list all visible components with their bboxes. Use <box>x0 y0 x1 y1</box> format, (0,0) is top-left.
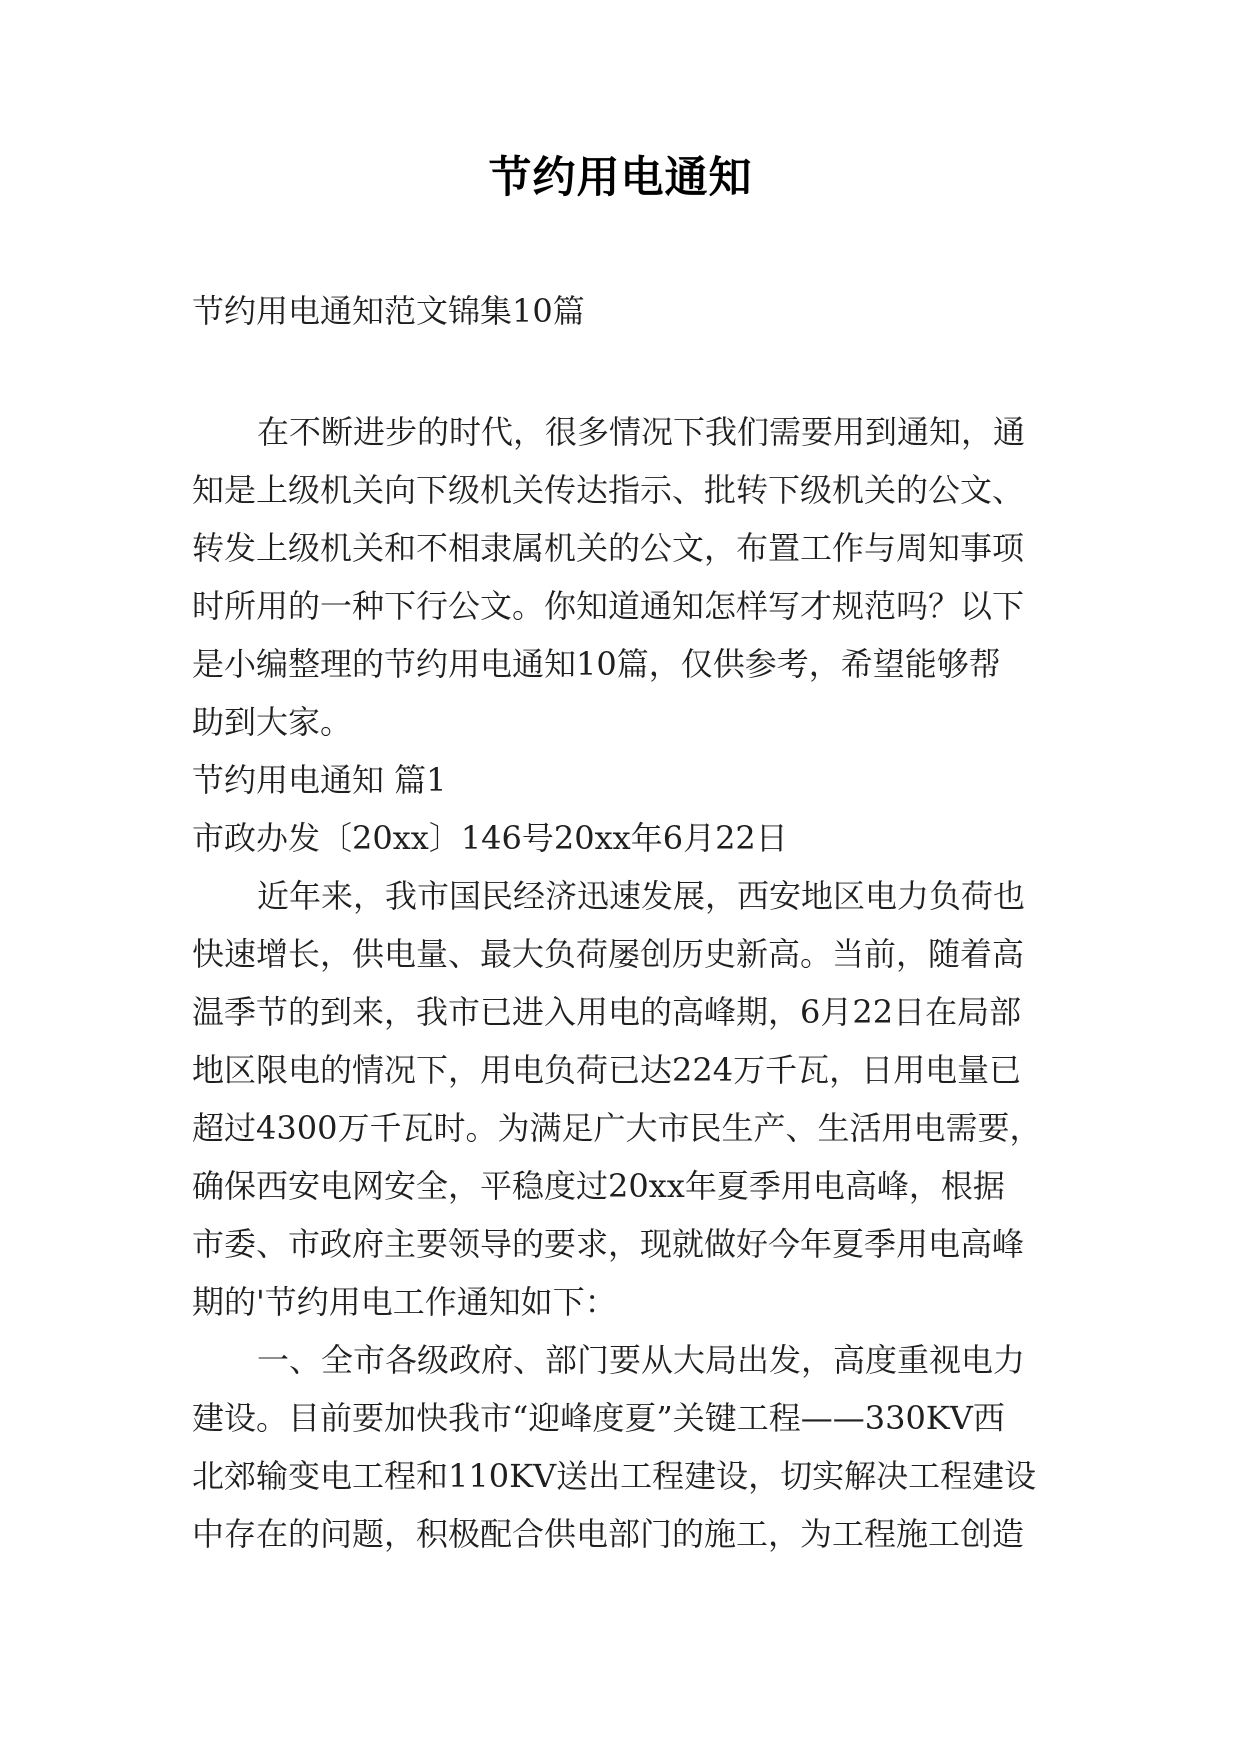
paragraph-line: 地区限电的情况下，用电负荷已达224万千瓦，日用电量已 <box>192 1051 1022 1089</box>
paragraph-line: 确保西安电网安全，平稳度过20xx年夏季用电高峰，根据 <box>192 1167 1005 1205</box>
paragraph-line: 一、全市各级政府、部门要从大局出发，高度重视电力 <box>257 1341 1026 1379</box>
document-subtitle: 节约用电通知范文锦集10篇 <box>192 292 585 330</box>
intro-line: 知是上级机关向下级机关传达指示、批转下级机关的公文、 <box>192 471 1025 509</box>
document-title: 节约用电通知 <box>488 153 753 203</box>
document-number: 市政办发〔20xx〕146号20xx年6月22日 <box>192 819 788 857</box>
paragraph-line: 温季节的到来，我市已进入用电的高峰期，6月22日在局部 <box>192 993 1022 1031</box>
paragraph-line: 中存在的问题，积极配合供电部门的施工，为工程施工创造 <box>192 1515 1025 1553</box>
intro-line: 是小编整理的节约用电通知10篇，仅供参考，希望能够帮 <box>192 645 1001 683</box>
intro-line: 转发上级机关和不相隶属机关的公文，布置工作与周知事项 <box>192 529 1025 567</box>
paragraph-line: 建设。目前要加快我市“迎峰度夏”关键工程——330KV西 <box>192 1399 1005 1437</box>
paragraph-line: 近年来，我市国民经济迅速发展，西安地区电力负荷也 <box>257 877 1026 915</box>
paragraph-line: 超过4300万千瓦时。为满足广大市民生产、生活用电需要， <box>192 1109 1042 1147</box>
intro-line: 时所用的一种下行公文。你知道通知怎样写才规范吗？以下 <box>192 587 1025 625</box>
intro-line: 在不断进步的时代，很多情况下我们需要用到通知，通 <box>257 413 1026 451</box>
paragraph-line: 快速增长，供电量、最大负荷屡创历史新高。当前，随着高 <box>192 935 1025 973</box>
document-body <box>192 282 1072 1563</box>
intro-line: 助到大家。 <box>192 703 353 741</box>
paragraph-line: 市委、市政府主要领导的要求，现就做好今年夏季用电高峰 <box>192 1225 1025 1263</box>
paragraph-line: 期的'节约用电工作通知如下： <box>192 1283 617 1321</box>
paragraph-line: 北郊输变电工程和110KV送出工程建设，切实解决工程建设 <box>192 1457 1037 1495</box>
spacer <box>192 340 1072 403</box>
section-heading: 节约用电通知 篇1 <box>192 761 447 799</box>
